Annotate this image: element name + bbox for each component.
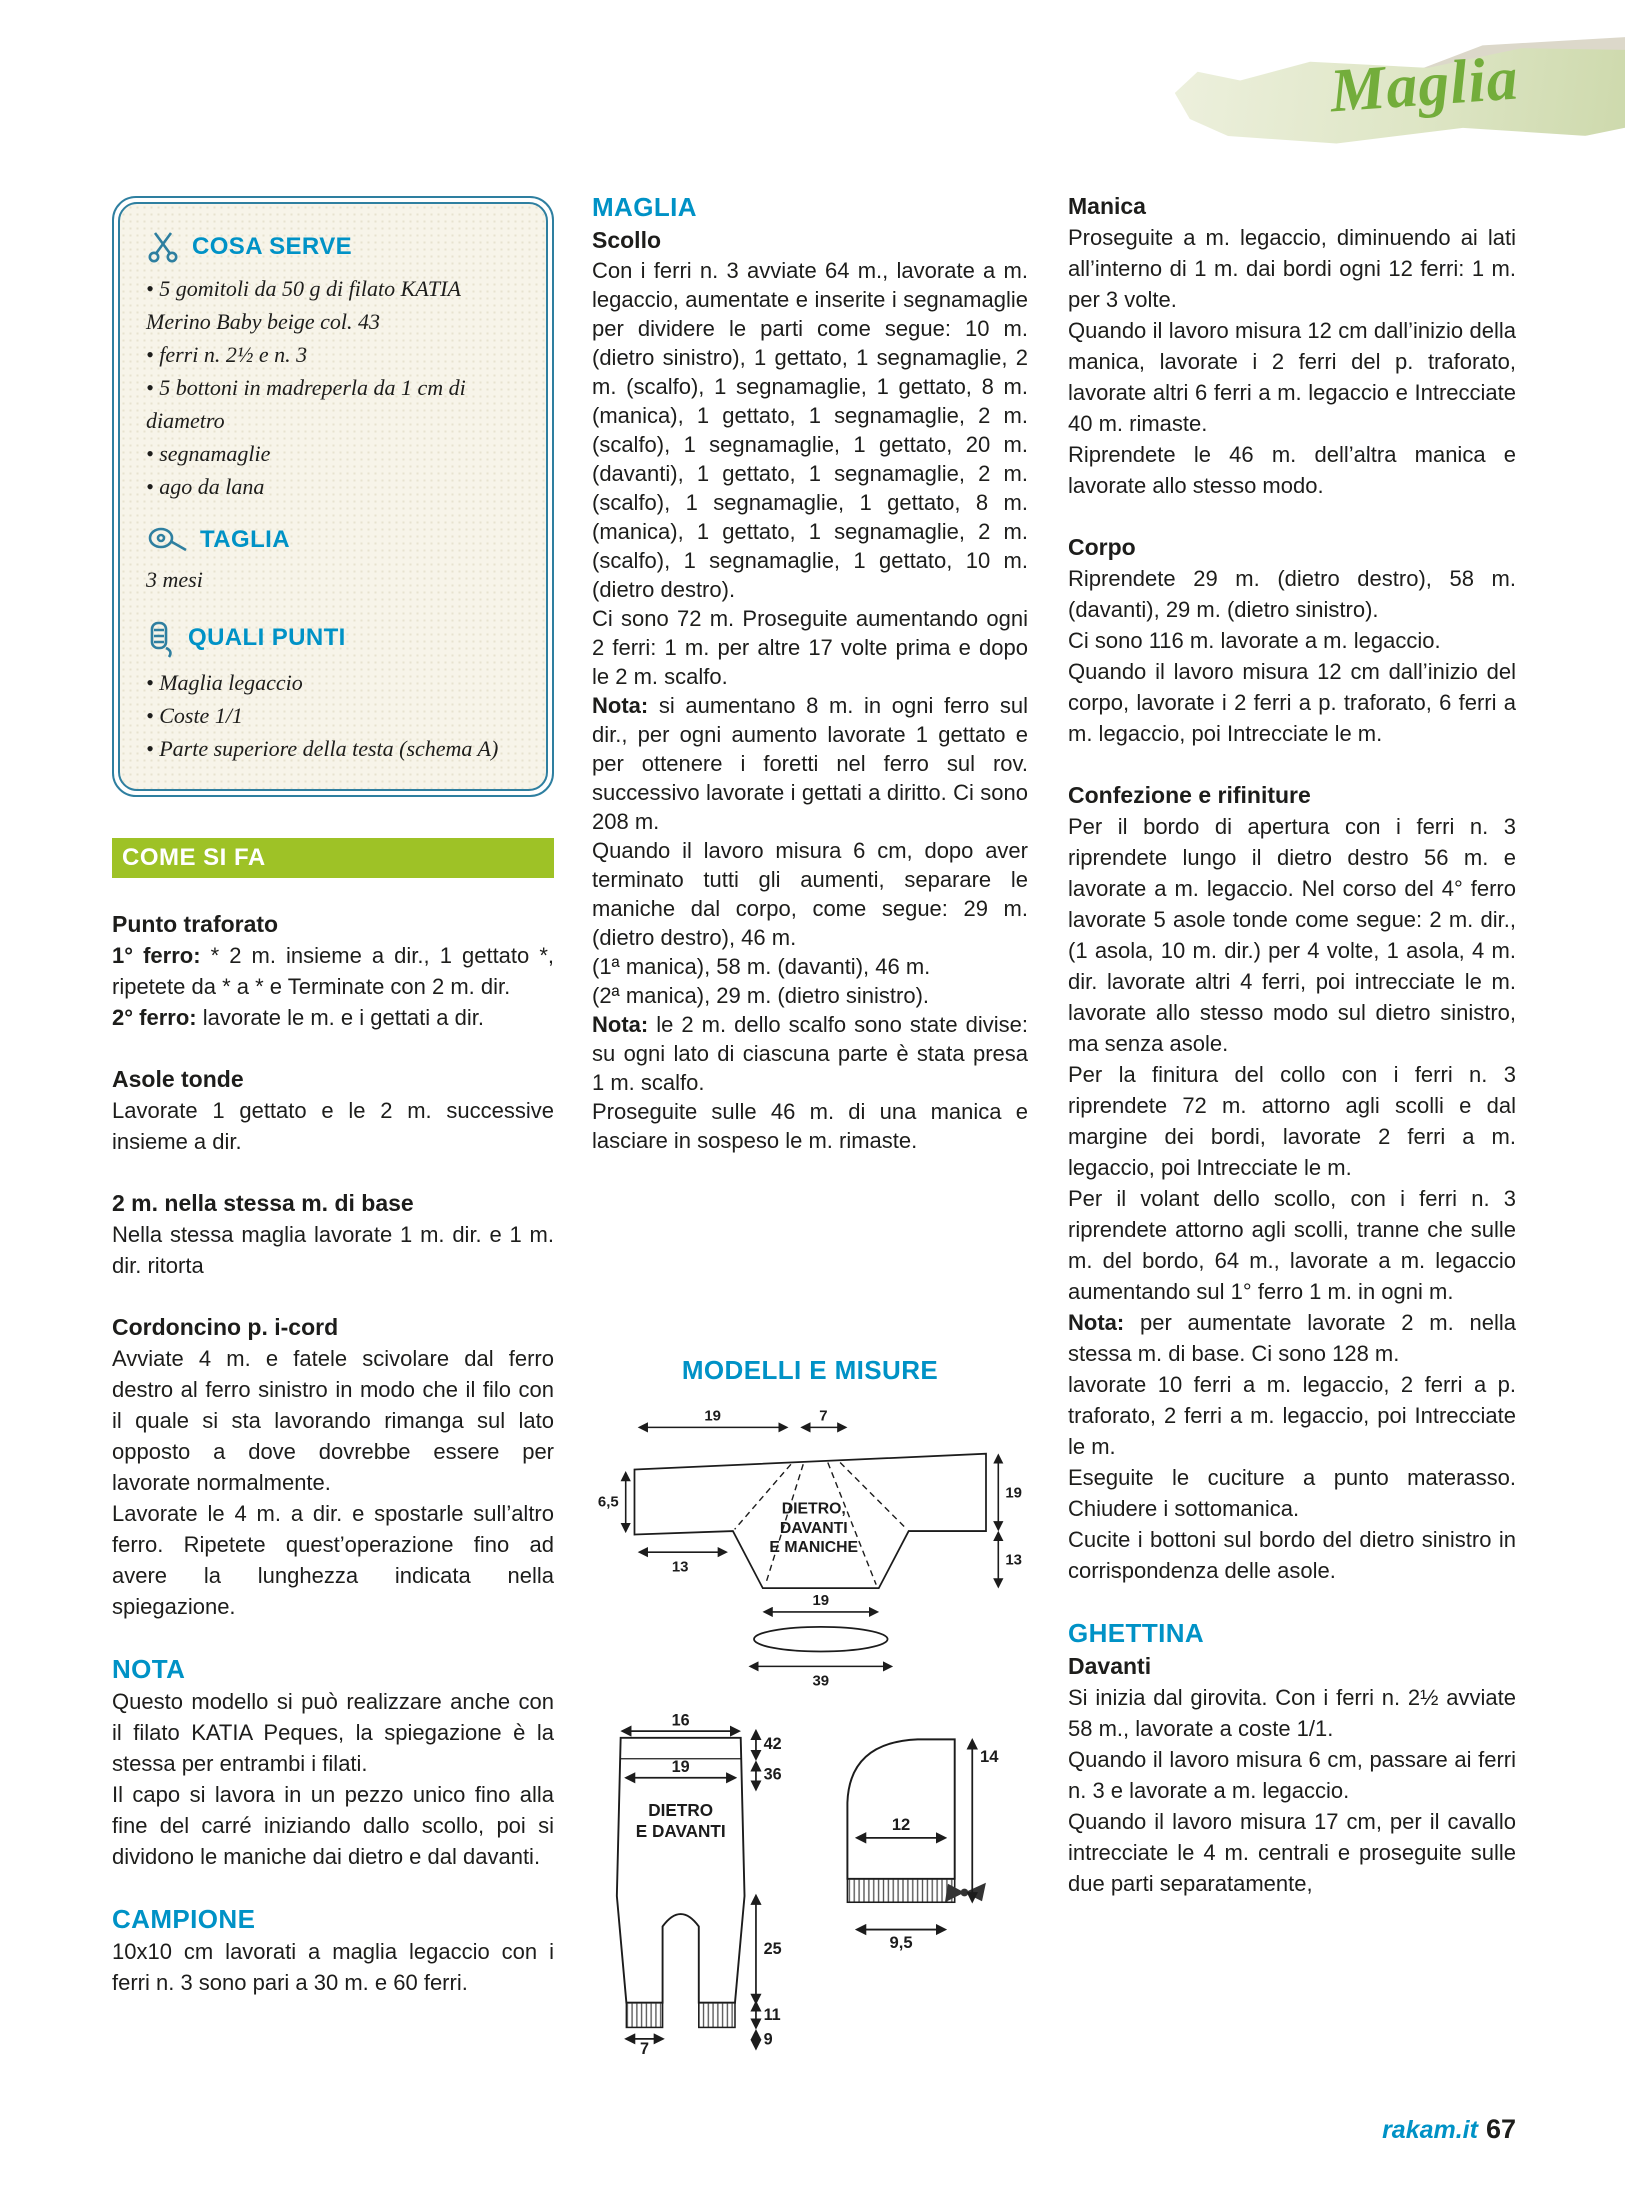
instruction-paragraph: Eseguite le cuciture a punto materasso. Chiudere i sottomanica. [1068, 1465, 1516, 1521]
maglia-title: MAGLIA [592, 192, 697, 222]
pants-label-line2: E DAVANTI [635, 1820, 726, 1841]
instruction-paragraph: Cucite i bottoni sul bordo del dietro sinistro in corrispondenza delle asole. [1068, 1527, 1516, 1583]
campione-heading: CAMPIONE [112, 1904, 256, 1934]
instruction-paragraph: Per il volant dello scollo, con i ferri n. 3 riprendete attorno agli scolli, tranne che sulle m. del bordo, 64 m., lavorate a m. legaccio aumentando sul 1° ferro 1 m. in ogni m. [1068, 1186, 1516, 1304]
instruction-paragraph: Lavorate le 4 m. a dir. e spostarle sull’altro ferro. Ripetete quest’operazione fino ad avere la lunghezza indicata nella spiegazione. [112, 1501, 554, 1619]
stitch-item: • Coste 1/1 [146, 703, 243, 728]
materials-item: • 5 bottoni in madreperla da 1 cm di diametro [146, 375, 466, 433]
instruction-paragraph [1068, 1307, 1516, 1369]
dim-right-top: 19 [1005, 1484, 1022, 1502]
instruction-paragraph: Ci sono 116 m. lavorate a m. legaccio. [1068, 628, 1441, 653]
dim-top-mid: 7 [819, 1407, 828, 1425]
section-corpo [1068, 531, 1516, 749]
section-heading: Cordoncino p. i-cord [112, 1314, 339, 1340]
left-column-content [112, 908, 554, 1998]
instruction-paragraph: Quando il lavoro misura 12 cm dall’inizio del corpo, lavorate i 2 ferri a p. traforato, 6 ferri a m. legaccio, poi Intrecciate le m. [1068, 659, 1516, 746]
ghettina-title: GHETTINA [1068, 1618, 1205, 1648]
section-heading: Asole tonde [112, 1066, 244, 1092]
instruction-paragraph [112, 940, 554, 1002]
stitch-item: • Maglia legaccio [146, 670, 303, 695]
instruction-paragraph [112, 1002, 554, 1033]
scollo-heading: Scollo [592, 227, 662, 253]
materials-item: • ago da lana [146, 474, 265, 499]
section-ghettina [1068, 1616, 1516, 1899]
section-punto-traforato [112, 908, 554, 1033]
instruction-paragraph: 10x10 cm lavorati a maglia legaccio con i ferri n. 3 sono pari a 30 m. e 60 ferri. [112, 1939, 554, 1995]
dim-waist: 16 [671, 1713, 690, 1730]
stitch-item: • Parte superiore della testa (schema A) [146, 736, 499, 761]
instruction-paragraph: Proseguite sulle 46 m. di una manica e lasciare in sospeso le m. rimaste. [592, 1099, 1028, 1153]
nota-text: per aumentate lavorate 2 m. nella stessa m. di base. Ci sono 128 m. [1068, 1310, 1516, 1366]
davanti-heading: Davanti [1068, 1653, 1152, 1679]
footer-site: rakam.it [1382, 2116, 1478, 2144]
instruction-paragraph: Proseguite a m. legaccio, diminuendo ai lati all’interno di 1 m. dai bordi ogni 12 ferri: 1 m. per 3 volte. [1068, 225, 1516, 312]
sweater-label-line1: DIETRO, [781, 1500, 846, 1518]
sweater-label-line2: DAVANTI [779, 1519, 848, 1537]
neckband-oval [754, 1627, 888, 1652]
taglia-value: 3 mesi [146, 567, 203, 592]
dim-right-bottom: 13 [1005, 1551, 1022, 1569]
row-text: lavorate le m. e i gettati a dir. [196, 1005, 484, 1030]
bootie-band-rib [847, 1879, 954, 1902]
section-asole-tonde [112, 1063, 554, 1157]
pants-schematic [592, 1713, 797, 2056]
instruction-paragraph: Per la finitura del collo con i ferri n. 3 riprendete 72 m. attorno agli scolli e dal margine dei bordi, lavorate 2 ferri a m. legaccio, poi Intrecciate le m. [1068, 1062, 1516, 1180]
materials-box [112, 196, 554, 797]
middle-column [592, 190, 1028, 2150]
instruction-paragraph: lavorate 10 ferri a m. legaccio, 2 ferri a p. traforato, 2 ferri a m. legaccio, poi Intrecciate le m. [1068, 1372, 1516, 1459]
dim-top-left: 19 [704, 1407, 722, 1425]
modelli-title: MODELLI E MISURE [681, 1355, 939, 1385]
instruction-paragraph: Riprendete 29 m. (dietro destro), 58 m. (davanti), 29 m. (dietro sinistro). [1068, 566, 1516, 622]
diagram-row [592, 1713, 1028, 2056]
instruction-paragraph: Nella stessa maglia lavorate 1 m. dir. e 1 m. dir. ritorta [112, 1222, 554, 1278]
dim-left: 6,5 [597, 1493, 619, 1511]
instruction-paragraph [592, 1010, 1028, 1097]
section-heading: 2 m. nella stessa m. di base [112, 1190, 414, 1216]
page-footer [1068, 2114, 1516, 2145]
section-stessa-base [112, 1187, 554, 1281]
instruction-paragraph: Il capo si lavora in un pezzo unico fino alla fine del carré iniziando dallo scollo, poi si dividono le maniche dai dietro e dal davanti. [112, 1782, 554, 1869]
left-cuff-rib [626, 2003, 662, 2028]
left-column [112, 190, 554, 2150]
instruction-paragraph: Si inizia dal girovita. Con i ferri n. 2½ avviate 58 m., lavorate a coste 1/1. [1068, 1685, 1516, 1741]
bootie-outline [847, 1739, 954, 1878]
nota-text: si aumentano 8 m. in ogni ferro sul dir., per ogni aumento lavorate 1 gettato e per ottenere i foretti nel ferro sul rov. successivo lavorate i gettati a diritto. Ci sono 208 m. [592, 693, 1028, 834]
nota-label: Nota: [1068, 1310, 1125, 1335]
yarn-spool-icon [146, 618, 176, 658]
dim-neckband: 39 [812, 1672, 830, 1690]
nota-heading: NOTA [112, 1654, 186, 1684]
pants-label-line1: DIETRO [648, 1799, 714, 1820]
dim-bottom: 9,5 [889, 1933, 913, 1952]
maglia-banner [1175, 36, 1625, 156]
sweater-label-line3: E MANICHE [769, 1539, 859, 1557]
instruction-paragraph: Quando il lavoro misura 17 cm, per il cavallo intrecciate le 4 m. centrali e proseguite sulle due parti separatamente, [1068, 1809, 1516, 1896]
section-heading: Manica [1068, 193, 1146, 219]
row-text: * 2 m. insieme a dir., 1 gettato *, ripetete da * a * e Terminate con 2 m. dir. [112, 943, 554, 999]
instruction-paragraph: Per il bordo di apertura con i ferri n. 3 riprendete lungo il dietro destro 56 m. e lavorate a m. legaccio. Nel corso del 4° ferro lavorate 5 asole tonde come segue: 2 m. dir., (1 asola, 10 m. dir.) per 4 volte, 1 asola, 4 m. dir. lavorate altri 4 ferri, poi intrecciate le m. lavorate allo stesso modo sul dietro sinistro, ma senza asole. [1068, 814, 1516, 1056]
section-heading: Punto traforato [112, 911, 279, 937]
materials-item: • ferri n. 2½ e n. 3 [146, 342, 308, 367]
section-manica [1068, 190, 1516, 501]
instruction-paragraph: Quando il lavoro misura 12 cm dall’inizio della manica, lavorate i 2 ferri del p. traforato, lavorate altri 6 ferri a m. legaccio e Intrecciate 40 m. rimaste. [1068, 318, 1516, 436]
right-cuff-rib [699, 2003, 735, 2028]
nota-text: le 2 m. dello scalfo sono state divise: su ogni lato di ciascuna parte è stata presa 1 m. scalfo. [592, 1012, 1028, 1095]
dim-length-total: 42 [763, 1735, 782, 1754]
section-cordoncino [112, 1311, 554, 1622]
scissors-icon [146, 230, 180, 264]
dim-leg: 25 [763, 1940, 782, 1959]
instruction-paragraph: (2ª manica), 29 m. (dietro sinistro). [592, 983, 930, 1008]
nota-label: Nota: [592, 693, 649, 718]
taglia-row [146, 525, 520, 555]
cosa-serve-title: COSA SERVE [192, 233, 353, 260]
dim-cuff: 11 [763, 2005, 781, 2024]
dim-left-bottom: 13 [671, 1558, 689, 1576]
instruction-paragraph: Ci sono 72 m. Proseguite aumentando ogni 2 ferri: 1 m. per altre 17 volte prima e dopo le 2 m. scalfo. [592, 606, 1028, 689]
section-confezione [1068, 779, 1516, 1586]
come-si-fa-banner: COME SI FA [112, 838, 554, 878]
materials-item: • 5 gomitoli da 50 g di filato KATIA Merino Baby beige col. 43 [146, 276, 461, 334]
footer-page-number: 67 [1485, 2114, 1516, 2144]
section-nota [112, 1652, 554, 1872]
section-title-script: Maglia [1327, 44, 1521, 126]
section-heading: Corpo [1068, 534, 1136, 560]
sweater-schematic [592, 1401, 1032, 1691]
instruction-paragraph: Lavorate 1 gettato e le 2 m. successive insieme a dir. [112, 1098, 554, 1154]
row-label: 2° ferro: [112, 1005, 197, 1030]
instruction-paragraph: (1ª manica), 58 m. (davanti), 46 m. [592, 954, 931, 979]
instruction-paragraph: Con i ferri n. 3 avviate 64 m., lavorate a m. legaccio, aumentate e inserite i segnamaglie per dividere le parti come segue: 10 m. (dietro sinistro), 1 gettato, 1 segnamaglie, 2 m. (scalfo), 1 segnamaglie, 1 gettato, 8 m. (manica), 1 gettato, 1 segnamaglie, 2 m. (scalfo), 1 segnamaglie, 1 gettato, 20 m. (davanti), 1 gettato, 1 segnamaglie, 2 m. (scalfo), 1 segnamaglie, 1 gettato, 8 m. (manica), 1 gettato, 1 segnamaglie, 2 m. (scalfo), 1 segnamaglie, 1 gettato, 10 m. (dietro destro). [592, 258, 1028, 602]
instruction-paragraph: Quando il lavoro misura 6 cm, passare ai ferri n. 3 e lavorate a m. legaccio. [1068, 1747, 1516, 1803]
dim-bottom: 19 [812, 1591, 830, 1609]
right-column [1068, 190, 1516, 1899]
dim-cuff-width: 7 [639, 2040, 649, 2056]
dim-height: 14 [980, 1746, 999, 1766]
modelli-e-misure-block [592, 1353, 1028, 2056]
dim-length-body: 36 [763, 1765, 782, 1784]
instruction-paragraph: Quando il lavoro misura 6 cm, dopo aver terminato tutti gli aumenti, separare le maniche dal corpo, come segue: 29 m. (dietro destro), 46 m. [592, 838, 1028, 950]
row-label: 1° ferro: [112, 943, 201, 968]
bootie-schematic [818, 1713, 1028, 1952]
tape-measure-icon [146, 525, 188, 555]
instruction-paragraph: Riprendete le 46 m. dell’altra manica e lavorate allo stesso modo. [1068, 442, 1516, 498]
section-heading: Confezione e rifiniture [1068, 782, 1311, 808]
materials-box-inner [118, 202, 548, 791]
quali-punti-title: QUALI PUNTI [188, 624, 346, 651]
nota-label: Nota: [592, 1012, 649, 1037]
cosa-serve-row [146, 230, 520, 264]
section-campione [112, 1902, 554, 1998]
quali-punti-row [146, 618, 520, 658]
instruction-paragraph: Questo modello si può realizzare anche con il filato KATIA Peques, la spiegazione è la stessa per entrambi i filati. [112, 1689, 554, 1776]
materials-item: • segnamaglie [146, 441, 271, 466]
dim-width: 12 [891, 1815, 911, 1835]
taglia-title: TAGLIA [200, 526, 290, 553]
instruction-paragraph [592, 691, 1028, 836]
instruction-paragraph: Avviate 4 m. e fatele scivolare dal ferro destro al ferro sinistro in modo che il filo con il quale si sta lavorando rimanga sul lato opposto a dove dovrebbe essere per lavorate normalmente. [112, 1346, 554, 1495]
dim-cuff2: 9 [763, 2030, 773, 2049]
dim-inner: 19 [671, 1758, 690, 1777]
